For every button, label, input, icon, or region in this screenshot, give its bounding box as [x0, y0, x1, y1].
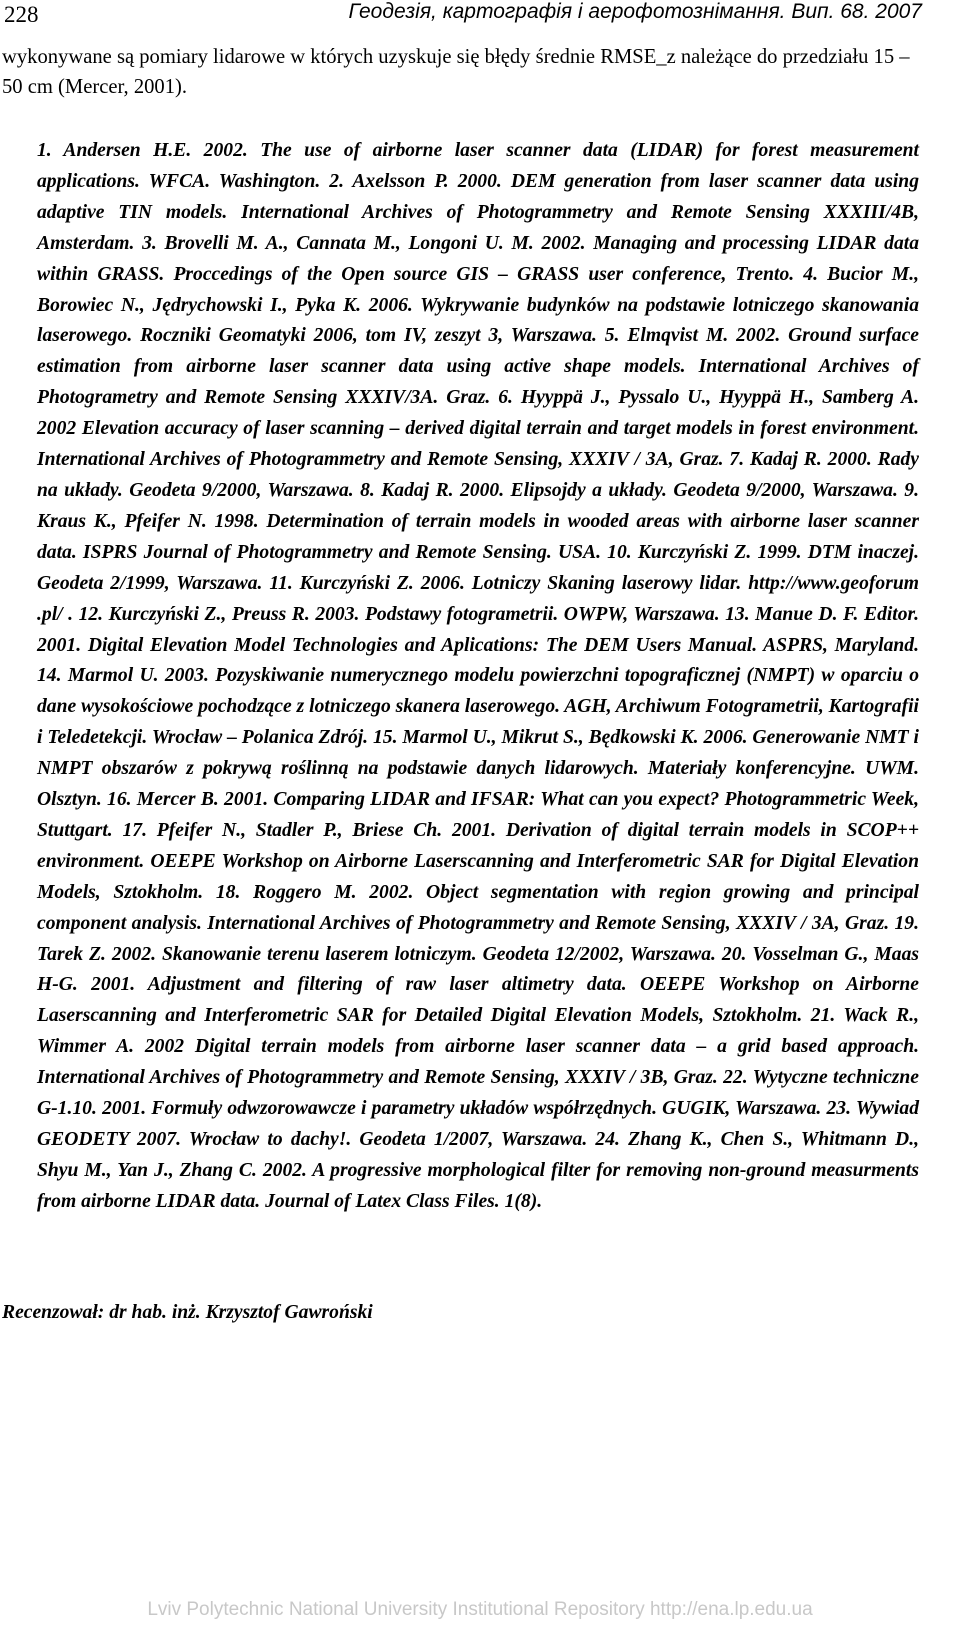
references-list: 1. Andersen H.E. 2002. The use of airborne laser scanner data (LIDAR) for forest measurement applications. WFCA. Washington. 2. Axelsson P. 2000. DEM generation from laser scanner data using adaptive TIN models. International Archives of Photogrammetry and Remote Sensing XXXIII/4B, Amsterdam. 3. Brovelli M. A., Cannata M., Longoni U. M. 2002. Managing and processing LIDAR data within GRASS. Proccedings of the Open source GIS – GRASS user conference, Trento. 4. Bucior M., Borowiec N., Jędrychowski I., Pyka K. 2006. Wykrywanie budynków na podstawie lotniczego skanowania laserowego. Roczniki Geomatyki 2006, tom IV, zeszyt 3, Warszawa. 5. Elmqvist M. 2002. Ground surface estimation from airborne laser scanner data using active shape models. International Archives of Photogrametry and Remote Sensing XXXIV/3A. Graz. 6. Hyyppä J., Pyssalo U., Hyyppä H., Samberg A. 2002 Elevation accuracy of laser scanning – derived digital terrain and target models in forest environment. International Archives of Photogrammetry and Remote Sensing, XXXIV / 3A, Graz. 7. Kadaj R. 2000. Rady na układy. Geodeta 9/2000, Warszawa. 8. Kadaj R. 2000. Elipsojdy a układy. Geodeta 9/2000, Warszawa. 9. Kraus K., Pfeifer N. 1998. Determination of terrain models in wooded areas with airborne laser scanner data. ISPRS Journal of Photogrammetry and Remote Sensing. USA. 10. Kurczyński Z. 1999. DTM inaczej. Geodeta 2/1999, Warszawa. 11. Kurczyński Z. 2006. Lotniczy Skaning laserowy lidar. http://www.geoforum .pl/ . 12. Kurczyński Z., Preuss R. 2003. Podstawy fotogrametrii. OWPW, Warszawa. 13. Manue D. F. Editor. 2001. Digital Elevation Model Technologies and Aplications: The DEM Users Manual. ASPRS, Maryland. 14. Marmol U. 2003. Pozyskiwanie numerycznego modelu powierzchni topograficznej (NMPT) w oparciu o dane wysokościowe pochodzące z lotniczego skanera laserowego. AGH, Archiwum Fotogrametrii, Kartografii i Teledetekcji. Wrocław – Polanica Zdrój. 15. Marmol U., Mikrut S., Będkowski K. 2006. Generowanie NMT i NMPT obszarów z pokrywą roślinną na podstawie danych lidarowych. Materiały konferencyjne. UWM. Olsztyn. 16. Mercer B. 2001. Comparing LIDAR and IFSAR: What can you expect? Photogrammetric Week, Stuttgart. 17. Pfeifer N., Stadler P., Briese Ch. 2001. Derivation of digital terrain models in SCOP++ environment. OEEPE Workshop on Airborne Laserscanning and Interferometric SAR for Digital Elevation Models, Sztokholm. 18. Roggero M. 2002. Object segmentation with region growing and principal component analysis. International Archives of Photogrammetry and Remote Sensing, XXXIV / 3A, Graz. 19. Tarek Z. 2002. Skanowanie terenu laserem lotniczym. Geodeta 12/2002, Warszawa. 20. Vosselman G., Maas H-G. 2001. Adjustment and filtering of raw laser altimetry data. OEEPE Workshop on Airborne Laserscanning and Interferometric SAR for Detailed Digital Elevation Models, Sztokholm. 21. Wack R., Wimmer A. 2002 Digital terrain models from airborne laser scanner data – a grid based approach. International Archives of Photogrammetry and Remote Sensing, XXXIV / 3B, Graz. 22. Wytyczne techniczne G-1.10. 2001. Formuły odwzorowawcze i parametry układów współrzędnych. GUGIK, Warszawa. 23. Wywiad GEODETY 2007. Wrocław to dachy!. Geodeta 1/2007, Warszawa. 24. Zhang K., Chen S., Whitmann D., Shyu M., Yan J., Zhang C. 2002. A progressive morphological filter for removing non-ground measurments from airborne LIDAR data. Journal of Latex Class Files. 1(8). [37, 140, 919, 1212]
reviewer-line: Recenzował: dr hab. inż. Krzysztof Gawroński [2, 1302, 373, 1323]
page-number: 228 [4, 2, 39, 27]
page-header [4, 0, 922, 30]
journal-title: Геодезія, картографія і аерофотознімання. Вип. 68. 2007 [348, 0, 922, 23]
intro-paragraph: wykonywane są pomiary lidarowe w których uzyskuje się błędy średnie RMSE_z należące do przedziału 15 – 50 cm (Mercer, 2001). [2, 46, 910, 98]
repository-watermark: Lviv Polytechnic National University Institutional Repository http://ena.lp.edu.ua [147, 1599, 813, 1620]
